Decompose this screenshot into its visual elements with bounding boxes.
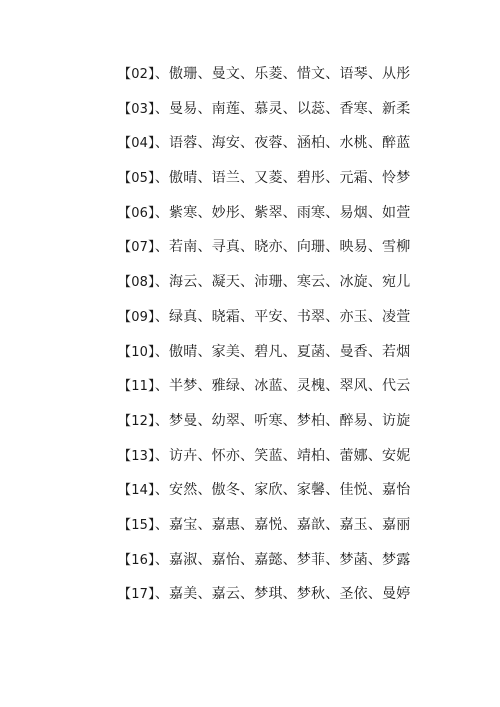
item-names: 、曼易、南莲、慕灵、以蕊、香寒、新柔 xyxy=(154,100,411,117)
list-item xyxy=(118,374,410,409)
item-number: 【13】 xyxy=(118,448,155,464)
list-item xyxy=(118,235,410,270)
item-number: 【14】 xyxy=(118,483,155,499)
list-item xyxy=(118,548,410,583)
item-names: 、紫寒、妙彤、紫翠、雨寒、易烟、如萱 xyxy=(154,204,411,221)
item-names: 、嘉美、嘉云、梦琪、梦秋、圣依、曼婷 xyxy=(154,586,411,603)
list-item xyxy=(118,131,410,166)
item-number: 【17】 xyxy=(118,587,155,603)
item-number: 【09】 xyxy=(118,309,155,325)
item-number: 【16】 xyxy=(118,552,155,568)
item-number: 【15】 xyxy=(118,517,155,533)
list-item xyxy=(118,513,410,548)
name-list xyxy=(118,62,410,617)
list-item xyxy=(118,340,410,375)
item-names: 、梦曼、幼翠、听寒、梦柏、醉易、访旋 xyxy=(154,412,411,429)
item-number: 【11】 xyxy=(118,379,155,395)
item-number: 【10】 xyxy=(118,344,155,360)
item-number: 【12】 xyxy=(118,413,155,429)
item-number: 【06】 xyxy=(118,205,155,221)
item-names: 、安然、傲冬、家欣、家馨、佳悦、嘉怡 xyxy=(154,482,411,499)
list-item xyxy=(118,270,410,305)
item-number: 【02】 xyxy=(118,67,155,82)
list-item xyxy=(118,582,410,617)
item-names: 、绿真、晓霜、平安、书翠、亦玉、凌萱 xyxy=(154,308,411,325)
list-item xyxy=(118,409,410,444)
item-number: 【07】 xyxy=(118,240,155,256)
item-names: 、嘉宝、嘉惠、嘉悦、嘉歆、嘉玉、嘉丽 xyxy=(154,516,411,533)
item-names: 、半梦、雅绿、冰蓝、灵槐、翠风、代云 xyxy=(154,378,411,395)
item-names: 、海云、凝天、沛珊、寒云、冰旋、宛儿 xyxy=(154,274,411,291)
list-item xyxy=(118,444,410,479)
list-item xyxy=(118,478,410,513)
item-number: 【04】 xyxy=(118,136,155,152)
list-item xyxy=(118,201,410,236)
item-names: 、嘉淑、嘉怡、嘉懿、梦菲、梦菡、梦露 xyxy=(154,551,411,568)
item-number: 【05】 xyxy=(118,171,155,187)
item-names: 、傲晴、语兰、又菱、碧彤、元霜、怜梦 xyxy=(154,170,411,187)
list-item xyxy=(118,166,410,201)
item-names: 、傲珊、曼文、乐菱、惜文、语琴、从彤 xyxy=(154,66,411,82)
list-item xyxy=(118,62,410,97)
list-item xyxy=(118,97,410,132)
item-names: 、语蓉、海安、夜蓉、涵柏、水桃、醉蓝 xyxy=(154,135,411,152)
item-names: 、傲晴、家美、碧凡、夏菡、曼香、若烟 xyxy=(154,343,411,360)
item-names: 、访卉、怀亦、笑蓝、靖柏、蕾娜、安妮 xyxy=(154,447,411,464)
list-item xyxy=(118,305,410,340)
item-names: 、若南、寻真、晓亦、向珊、映易、雪柳 xyxy=(154,239,411,256)
item-number: 【08】 xyxy=(118,275,155,291)
item-number: 【03】 xyxy=(118,101,155,117)
